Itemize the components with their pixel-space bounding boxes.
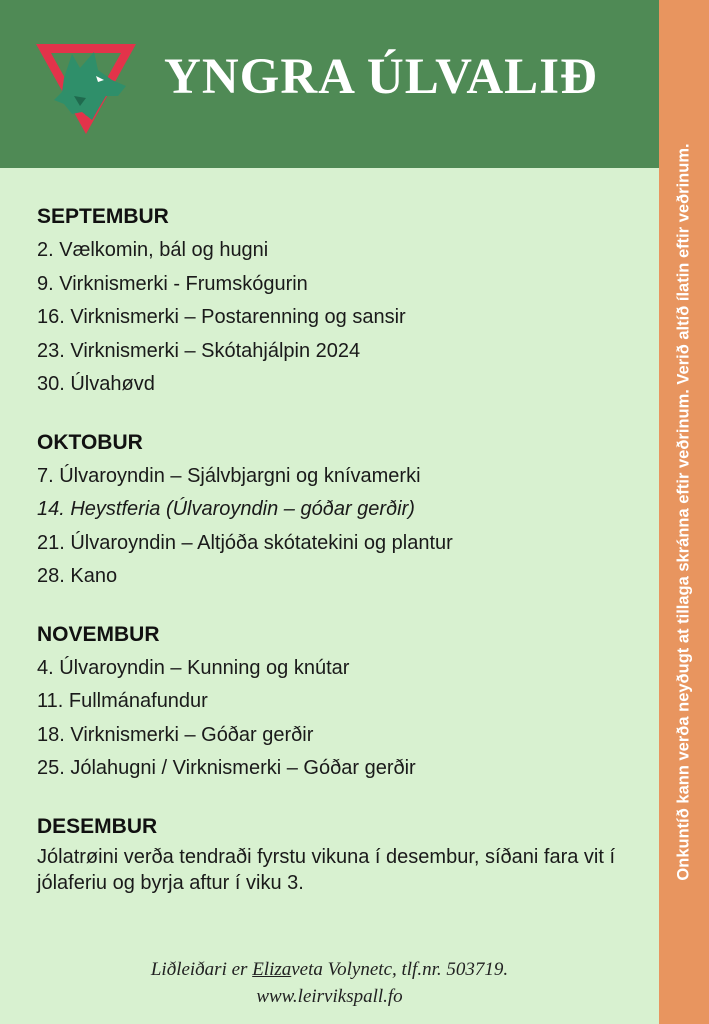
leader-name-underlined: Eliza — [252, 959, 292, 980]
leader-line — [0, 956, 659, 983]
schedule-item: 11. Fullmánafundur — [37, 690, 208, 712]
schedule-item: 18. Virknismerki – Góðar gerðir — [37, 723, 314, 746]
leader-rest: veta Volynetc, tlf.nr. 503719. — [291, 959, 509, 980]
section-november — [37, 622, 647, 786]
month-heading: OKTOBUR — [37, 430, 143, 454]
december-note: Jólatrøini verða tendraði fyrstu vikuna í desembur, síðani fara vit í jólaferiu og byrja aftur í viku 3. — [37, 845, 616, 894]
schedule-item: 28. Kano — [37, 565, 118, 587]
schedule-item: 9. Virknismerki - Frumskógurin — [37, 272, 308, 295]
month-heading: NOVEMBUR — [37, 622, 160, 646]
section-october — [37, 430, 647, 594]
schedule-item: 4. Úlvaroyndin – Kunning og knútar — [37, 656, 350, 679]
schedule-item: 2. Vælkomin, bál og hugni — [37, 239, 269, 261]
wolf-logo-icon — [34, 40, 138, 136]
leader-prefix: Liðleiðari er — [150, 959, 253, 980]
schedule-item: 30. Úlvahøvd — [37, 373, 155, 395]
section-december — [37, 814, 647, 896]
header-banner — [0, 0, 659, 168]
schedule-item: 25. Jólahugni / Virknismerki – Góðar gerðir — [37, 757, 416, 779]
schedule-item: 7. Úlvaroyndin – Sjálvbjargni og knívamerki — [37, 464, 421, 487]
month-heading: SEPTEMBUR — [37, 205, 169, 228]
schedule-item: 23. Virknismerki – Skótahjálpin 2024 — [37, 339, 361, 362]
schedule-item: 14. Heystferia (Úlvaroyndin – góðar gerðir) — [37, 498, 415, 520]
weather-notice: Onkuntíð kann verða neyðugt at tillaga skránna eftir veðrinum. Verið altíð ílatin eftir veðrinum. — [674, 143, 693, 881]
website-link[interactable]: www.leirvikspall.fo — [256, 986, 403, 1007]
schedule-item: 21. Úlvaroyndin – Altjóða skótatekini og plantur — [37, 531, 453, 554]
footer — [0, 956, 659, 1010]
schedule-item: 16. Virknismerki – Postarenning og sansir — [37, 306, 406, 328]
page-title: YNGRA ÚLVALIÐ — [164, 49, 598, 105]
month-heading: DESEMBUR — [37, 814, 158, 838]
schedule — [37, 204, 647, 924]
section-september — [37, 204, 647, 402]
